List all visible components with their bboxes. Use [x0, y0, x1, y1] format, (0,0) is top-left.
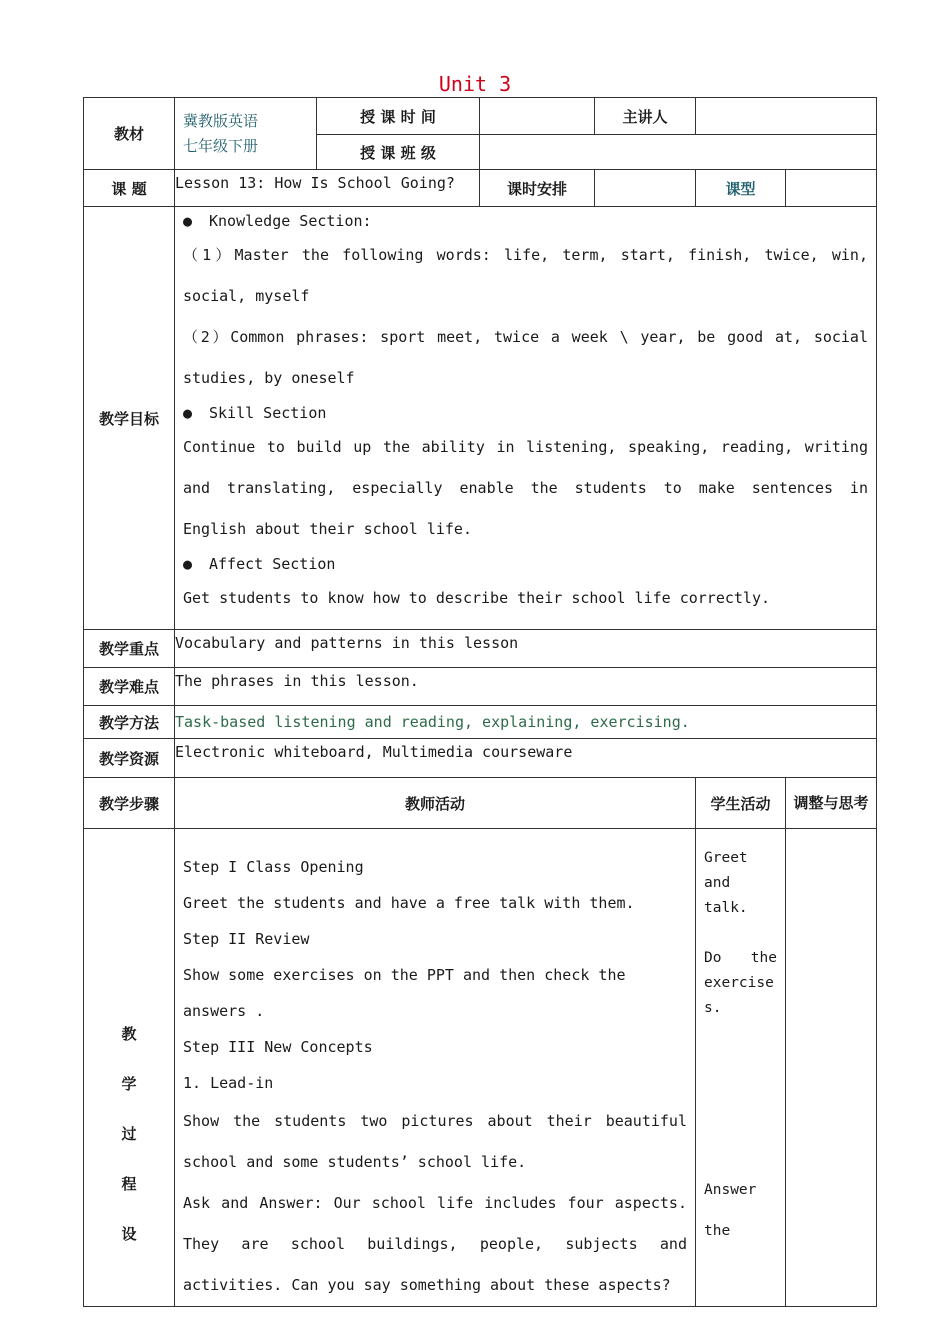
material-value-line2: 七年级下册 — [183, 136, 259, 155]
bullet-icon: ● — [183, 212, 193, 230]
knowledge-phrases: （2）Common phrases: sport meet, twice a week \ year, be good at, social studies, by oneself — [183, 328, 868, 387]
steps-header: 教学步骤 — [84, 778, 175, 829]
step-line: Step III New Concepts — [183, 1038, 373, 1056]
lesson-plan-table — [83, 97, 877, 1307]
objectives-content — [175, 207, 877, 630]
student-line: s. — [704, 1000, 722, 1016]
knowledge-heading: ● Knowledge Section: — [175, 207, 876, 235]
affect-text: Get students to know how to describe their school life correctly. — [183, 589, 770, 607]
student-line: exercise — [704, 975, 774, 991]
resource-value: Electronic whiteboard, Multimedia courseware — [175, 739, 877, 778]
bullet-icon: ● — [183, 404, 193, 422]
step-line: Step II Review — [183, 930, 310, 948]
time-value — [480, 98, 595, 135]
class-label: 授 课 班 级 — [317, 135, 480, 170]
skill-text: Continue to build up the ability in listening, speaking, reading, writing and translating, especially enable the students to make sentences in English about their school life. — [183, 438, 868, 538]
student-line: Answer — [704, 1182, 757, 1198]
time-label: 授 课 时 间 — [317, 98, 480, 135]
type-label: 课型 — [696, 170, 786, 207]
ask-answer-text: Ask and Answer: Our school life includes four aspects. They are school buildings, people, subjects and activities. Can you say something about these aspects? — [183, 1194, 687, 1294]
process-side-label — [84, 829, 175, 1307]
material-value — [175, 98, 317, 170]
side-char: 设 — [121, 1225, 137, 1243]
key-points-label: 教学重点 — [84, 630, 175, 668]
schedule-label: 课时安排 — [480, 170, 595, 207]
skill-heading: ● Skill Section — [175, 399, 876, 427]
teacher-activity-content — [175, 829, 696, 1307]
spacer — [696, 1021, 785, 1170]
objectives-label: 教学目标 — [84, 207, 175, 630]
student-line: talk. — [704, 900, 748, 916]
step-line: 1. Lead-in — [183, 1074, 274, 1092]
speaker-label: 主讲人 — [595, 98, 696, 135]
side-char: 过 — [121, 1125, 137, 1143]
adjust-content — [786, 829, 877, 1307]
difficult-points-label: 教学难点 — [84, 668, 175, 706]
class-value — [480, 135, 877, 170]
step-line: Step I Class Opening — [183, 858, 364, 876]
bullet-icon: ● — [183, 555, 193, 573]
affect-heading: ● Affect Section — [175, 550, 876, 578]
teacher-activity-header: 教师活动 — [175, 778, 696, 829]
student-line: the — [704, 1223, 731, 1239]
topic-value: Lesson 13: How Is School Going? — [175, 170, 480, 207]
step-line: Greet the students and have a free talk with them. — [183, 894, 635, 912]
student-activity-header: 学生活动 — [696, 778, 786, 829]
knowledge-words: （1）Master the following words: life, term, start, finish, twice, win, social, myself — [183, 246, 868, 305]
student-line: and — [704, 875, 731, 891]
material-label: 教材 — [84, 98, 175, 170]
side-char: 程 — [121, 1175, 137, 1193]
side-char: 教 — [121, 1025, 137, 1043]
method-value: Task-based listening and reading, explaining, exercising. — [175, 706, 877, 739]
student-line: Greet — [704, 850, 748, 866]
step-line: Show some exercises on the PPT and then check the answers . — [183, 966, 626, 1020]
student-line: Do the — [704, 950, 777, 966]
method-label: 教学方法 — [84, 706, 175, 739]
side-char: 学 — [121, 1075, 137, 1093]
type-value — [786, 170, 877, 207]
spacer — [696, 921, 785, 946]
speaker-value — [696, 98, 877, 135]
resource-label: 教学资源 — [84, 739, 175, 778]
material-value-line1: 冀教版英语 — [183, 111, 259, 130]
difficult-points-value: The phrases in this lesson. — [175, 668, 877, 706]
topic-label: 课 题 — [84, 170, 175, 207]
page-title: Unit 3 — [438, 72, 512, 96]
lead-in-text: Show the students two pictures about their beautiful school and some students’ school life. — [183, 1112, 687, 1171]
schedule-value — [595, 170, 696, 207]
student-activity-content — [696, 829, 786, 1307]
adjust-header: 调整与思考 — [786, 778, 877, 829]
key-points-value: Vocabulary and patterns in this lesson — [175, 630, 877, 668]
